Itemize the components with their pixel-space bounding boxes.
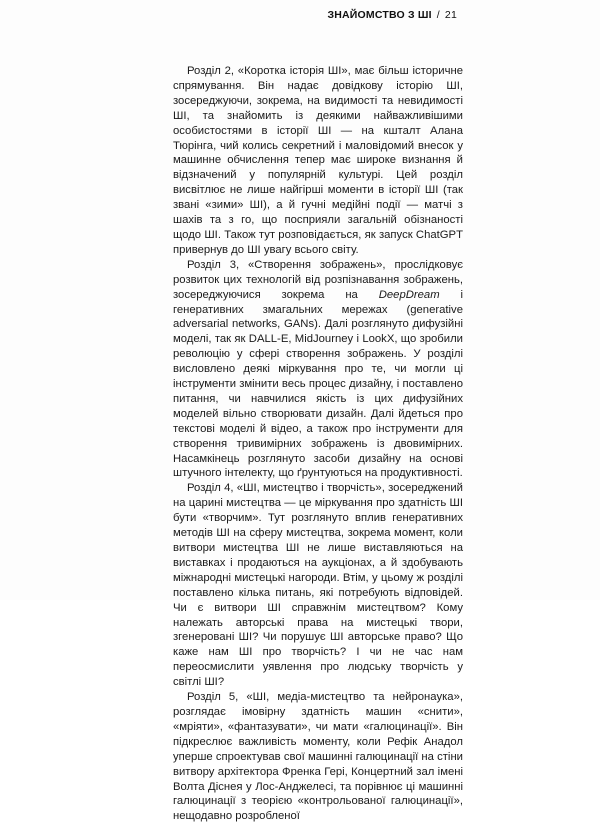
paragraph-chapter-4: Розділ 4, «ШІ, мистецтво і творчість», зосереджений на царині мистецтва — це міркування про здатність ШІ бути «творчим». Тут розглянуто вплив генеративних методів ШІ на сферу мистецтва, зокрема момент, коли витвори мистецтва ШІ не лише виставляються на виставках і продаються на аукціонах, а й здобувають міжнародні мистецькі нагороди. Втім, у цьому ж розділі поставлено кілька питань, які потребують відповідей. Чи є витвори ШІ справжнім мистецтвом? Кому належать авторські права на мистецькі твори, згенеровані ШІ? Чи порушує ШІ авторське право? Що каже нам ШІ про творчість? І чи не час нам переосмислити уявлення про людську творчість у світлі ШІ? (173, 482, 463, 689)
page-number: 21 (444, 9, 457, 21)
body-text (173, 64, 463, 824)
paragraph-chapter-3: Розділ 3, «Створення зображень», прослідковує розвиток цих технологій від розпізнавання зображень, зосереджуючися зокрема на DeepDream і генеративних змагальних мережах (generative adversarial networks, GANs). Далі розглянуто дифузійні моделі, так як DALL-E, MidJourney і LookX, що зробили революцію у сфері створення зображень. У розділі висловлено деякі міркування про те, чи могли ці інструменти змінити весь процес дизайну, і поставлено питання, чи навчилися якість із цих дифузійних моделей вільно створювати дизайн. Далі йдеться про текстові моделі й відео, а також про інструменти для створення тривимірних зображень із двовимірних. Насамкінець розглянуто засоби дизайну на основі штучного інтелекту, що ґрунтуються на продуктивності. (173, 258, 464, 480)
deepdream-term: DeepDream (378, 288, 440, 301)
chapter-title: ЗНАЙОМСТВО З ШІ (327, 9, 432, 21)
paragraph-chapter-5: Розділ 5, «ШІ, медіа-мистецтво та нейронаука», розглядає імовірну здатність машин «снити», «мріяти», «фантазувати», чи мати «галюцинації». Він підкреслює важливість моменту, коли Рефік Анадол уперше спроектував свої машинні галюцинації на стіни витвору архітектора Френка Гері, Концертний зал імені Волта Діснея у Лос-Анджелесі, та порівнює ці машинні галюцинації з теорією «контрольованої галюцинації», нещодавно розробленої (173, 691, 463, 823)
separator: / (436, 9, 440, 21)
running-head (327, 9, 457, 21)
paragraph-chapter-2: Розділ 2, «Коротка історія ШІ», має більш історичне спрямування. Він надає довідкову історію ШІ, зосереджуючи, зокрема, на видимості та невидимості ШІ, та знайомить із деякими найважливішими особистостями в історії ШІ — на кшталт Алана Тюрінга, чий колись секретний і маловідомий внесок у машинне обчислення тепер має широке визнання й відзначений у популярній культурі. Цей розділ висвітлює не лише найгірші моменти в історії ШІ (так звані «зими» ШІ), а й гучні медійні події — матчі з шахів та з го, що посприяли загальній обізнаності щодо ШІ. Також тут розповідається, як запуск ChatGPT привернув до ШІ увагу всього світу. (173, 65, 463, 256)
